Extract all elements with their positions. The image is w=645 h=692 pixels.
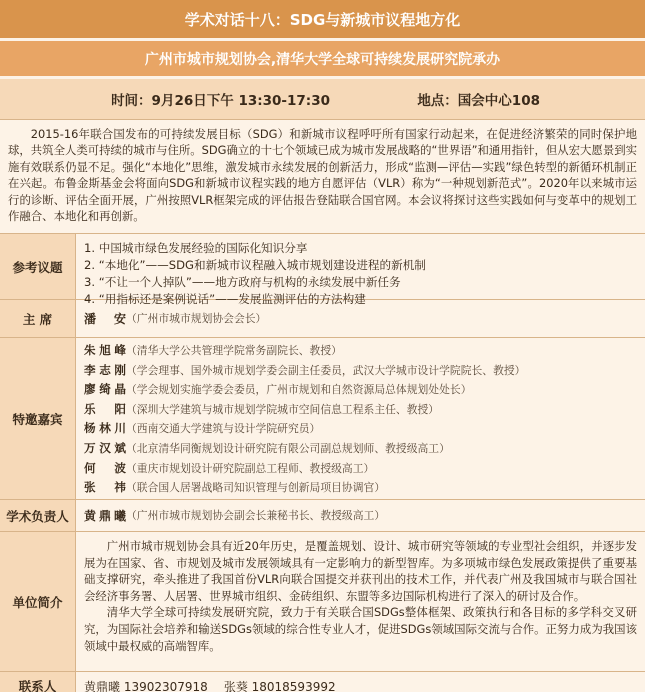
guest-name: 万汉斌 — [84, 440, 126, 455]
guest-item — [84, 380, 637, 400]
topics-label: 参考议题 — [0, 234, 76, 299]
unit-row — [0, 532, 645, 672]
guest-name: 杨林川 — [84, 421, 126, 436]
guest-title: （北京清华同衡规划设计研究院有限公司副总规划师、教授级高工） — [126, 441, 450, 455]
owner-label: 学术负责人 — [0, 500, 76, 531]
host-row — [0, 300, 645, 338]
guest-title: （学会理事、国外城市规划学委会副主任委员，武汉大学城市设计学院院长、教授） — [126, 363, 526, 377]
unit-intro — [76, 532, 645, 671]
intro-paragraph: 2015-16年联合国发布的可持续发展目标（SDG）和新城市议程呼吁所有国家行动起来，在促进经济繁荣的同时保护地球，共筑全人类可持续的城市与住所。SDG确立的十七个领域已成为城市发展战略的“世界语”和通用指针，但从宏大愿景到实施有效联系仍显不足。强化“本地化”思维，激发城市永续发展的创新活力，形成“监测—评估—实践”绿色转型的新循环机制正在兴起。布鲁金斯基金会将面向SDG和新城市议程实践的地方自愿评估（VLR）称为“一种规划新范式”。2020年以来城市运行的诊断、评估全面开展，广州按照VLR框架完成的评估报告登陆联合国官网。本会议将探讨这些实践如何与变革中的规划工作融合、本地化和再创新。 — [0, 120, 645, 234]
owner-row — [0, 500, 645, 532]
guest-item — [84, 400, 637, 420]
guest-name: 朱旭峰 — [84, 343, 126, 357]
topic-item: 4. “用指标还是案例说话”——发展监测评估的方法构建 — [84, 292, 366, 306]
topics-list — [76, 234, 645, 306]
unit-paragraph: 广州市城市规划协会具有近20年历史，是覆盖规划、设计、城市研究等领域的专业型社会组织，并逐步发展为在国家、省、市规划及城市发展领域具有一定影响力的新型智库。为多项城市绿色发展政策提供了重要基础支撑研究，牵头推进了我国首份VLR向联合国提交并获刊出的技术工作，并代表广州及我国城市与联合国社会经济事务署、人居署、世界城市组织、金砖组织、东盟等多边国际机构进行了深入的研讨及合作。 — [84, 539, 637, 603]
topic-item: 1. 中国城市绿色发展经验的国际化知识分享 — [84, 241, 308, 255]
guest-title: （深圳大学建筑与城市规划学院城市空间信息工程系主任、教授） — [126, 402, 440, 416]
guest-item — [84, 361, 637, 381]
host-title: （广州市城市规划协会会长） — [126, 312, 267, 325]
guest-item — [84, 459, 637, 479]
guests-label: 特邀嘉宾 — [0, 338, 76, 499]
guests-row — [0, 338, 645, 500]
contact-1: 黄鼎曦 13902307918 — [84, 679, 208, 692]
guest-name: 张 祎 — [84, 480, 126, 495]
guest-item — [84, 419, 637, 439]
topic-item: 2. “本地化”——SDG和新城市议程融入城市规划建设进程的新机制 — [84, 258, 426, 272]
guest-name: 廖绮晶 — [84, 382, 126, 397]
topics-row — [0, 234, 645, 306]
guest-item — [84, 439, 637, 459]
host-label: 主 席 — [0, 300, 76, 337]
guest-name: 李志刚 — [84, 362, 126, 377]
guest-name: 何 波 — [84, 460, 126, 475]
host-name: 潘 安 — [84, 312, 126, 326]
guest-title: （西南交通大学建筑与设计学院研究员） — [126, 422, 321, 436]
unit-paragraph: 清华大学全球可持续发展研究院，致力于有关联合国SDGs整体框架、政策执行和各目标的多学科交叉研究，为国际社会培养和输送SDGs领域的综合性专业人才，促进SDGs领域国际交流与合作。正努力成为我国该领域中最权威的高端智库。 — [84, 605, 637, 653]
guest-title: （联合国人居署战略司知识管理与创新局项目协调官） — [126, 481, 386, 495]
guest-name: 乐 阳 — [84, 401, 126, 416]
contact-2: 张葵 18018593992 — [223, 679, 336, 692]
guest-title: （清华大学公共管理学院常务副院长、教授） — [126, 344, 342, 357]
session-place: 地点：国会中心108 — [417, 93, 540, 109]
time-place-bar — [0, 76, 645, 120]
owner-name: 黄鼎曦 — [84, 509, 126, 523]
topic-item: 3. “不让一个人掉队”——地方政府与机构的永续发展中新任务 — [84, 275, 401, 289]
contact-label: 联系人 — [0, 672, 76, 692]
guest-item — [84, 341, 637, 361]
session-title: 学术对话十八：SDG与新城市议程地方化 — [0, 0, 645, 38]
unit-label: 单位简介 — [0, 532, 76, 671]
guests-list — [76, 338, 645, 499]
guest-title: （重庆市规划设计研究院副总工程师、教授级高工） — [126, 461, 375, 475]
contact-row — [0, 672, 645, 692]
organizers: 广州市城市规划协会,清华大学全球可持续发展研究院承办 — [0, 38, 645, 76]
guest-item — [84, 478, 637, 498]
guest-title: （学会规划实施学委会委员，广州市规划和自然资源局总体规划处处长） — [126, 383, 472, 397]
owner-title: （广州市城市规划协会副会长兼秘书长、教授级高工） — [126, 509, 386, 522]
session-time: 时间：9月26日下午 13:30-17:30 — [111, 93, 330, 109]
